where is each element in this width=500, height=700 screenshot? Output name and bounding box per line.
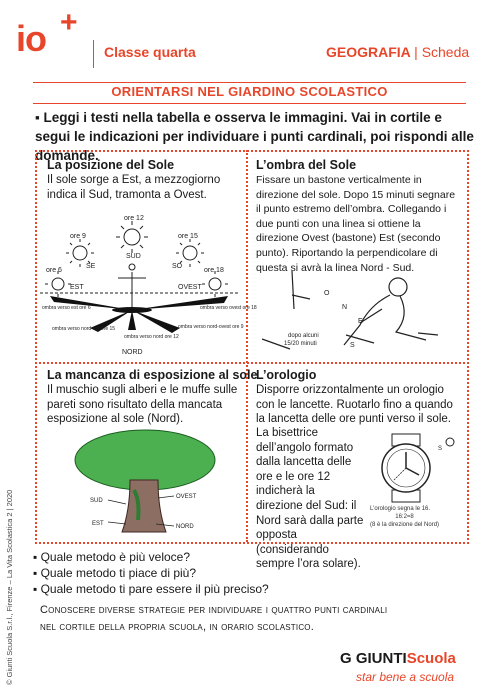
ombra-text: Fissare un bastone verticalmente in direzione del sole. Dopo 15 minuti segnare il punto estremo dell’ombra. Collegando i due punti con una linea si ottiene la direzione Ovest (bastone) Est (secondo punto). Riportando la perpendicolare di questa si avrà la linea Nord - Sud. (256, 174, 456, 274)
label-shadow-15: ombra verso nord-est ore 15 (52, 326, 116, 332)
label-n: N (342, 304, 348, 311)
orologio-text-1: Disporre orizzontalmente un orologio con le lancette. Ruotarlo fino a quando la lancetta delle ore punti verso il sole. (256, 384, 453, 426)
g-logo-icon: G (340, 650, 352, 667)
label-ore6: ore 6 (46, 267, 62, 274)
label-shadow-9: ombra verso nord-ovest ore 9 (178, 324, 244, 330)
label-se: SE (86, 263, 96, 270)
label-shadow-12: ombra verso nord ore 12 (124, 334, 179, 340)
label-s: S (438, 446, 443, 452)
sole-text: Il sole sorge a Est, a mezzogiorno indica il Sud, tramonta a Ovest. (47, 174, 221, 201)
subject-label: GEOGRAFIA | Scheda (326, 44, 470, 60)
slogan: star bene a scuola (356, 670, 455, 684)
label-est: EST (92, 521, 104, 527)
label-minuti: 15/20 minuti (284, 341, 317, 347)
label-sud: SUD (90, 498, 103, 504)
sole-title: La posizione del Sole (47, 158, 175, 172)
muschio-text: Il muschio sugli alberi e le muffe sulle pareti sono risultato della mancata esposizione al sole (Nord). (47, 384, 238, 426)
label-dopo: dopo alcuni (288, 333, 319, 339)
question-3: ▪ Quale metodo ti pare essere il più preciso? (33, 582, 269, 596)
watch-caption: L’orologio segna le 16. 16:2=8 (8 è la direzione del Nord) (370, 506, 440, 528)
io-logo: io (16, 18, 46, 59)
label-ovest: OVEST (178, 284, 202, 291)
logo-plus-icon: + (60, 6, 78, 39)
question-2: ▪ Quale metodo ti piace di più? (33, 566, 197, 580)
label-ore18: ore 18 (204, 267, 224, 274)
label-so: SO (172, 263, 183, 270)
page-title: ORIENTARSI NEL GIARDINO SCOLASTICO (111, 84, 388, 99)
sun-icon (116, 221, 148, 253)
orologio-title: L’orologio (256, 368, 317, 382)
label-shadow-18: ombra verso ovest ore 18 (200, 305, 257, 311)
label-shadow-6: ombra verso est ore 6 (42, 305, 91, 311)
header-divider (93, 40, 94, 68)
muschio-title: La mancanza di esposizione al sole (47, 368, 258, 382)
label-ore15: ore 15 (178, 233, 198, 240)
label-nord: NORD (122, 349, 143, 356)
conclusion: Conoscere diverse strategie per individuare i quattro punti cardinali nel cortile della propria scuola, in orario scolastico. (40, 604, 388, 633)
label-ovest: OVEST (176, 494, 197, 500)
ombra-title: L’ombra del Sole (256, 158, 357, 172)
label-s: S (350, 342, 355, 349)
table-col-divider (246, 150, 248, 542)
sun-path-illustration (40, 210, 257, 360)
label-sud: SUD (126, 253, 141, 260)
label-e: E (358, 318, 363, 325)
label-est: EST (70, 284, 84, 291)
orologio-text-2: La bisettrice dell’angolo formato dalla lancetta delle ore e le ore 12 indicherà la direzione del Sud: il Nord sarà dalla parte opposta (considerando sempre l’ora solare). (256, 427, 364, 571)
question-1: ▪ Quale metodo è più veloce? (33, 550, 191, 564)
label-ore12: ore 12 (124, 215, 144, 222)
table-row-divider (35, 362, 465, 364)
grade-label: Classe quarta (104, 44, 196, 60)
label-ore9: ore 9 (70, 233, 86, 240)
giunti-logo: G GIUNTIScuola (340, 650, 456, 667)
copyright-credit: © Giunti Scuola S.r.l., Firenze – La Vita Scolastica 2 | 2020 (5, 489, 14, 685)
label-nord: NORD (176, 524, 194, 530)
shadow-stick-illustration (250, 265, 462, 360)
watch-illustration (364, 432, 464, 504)
label-o: O (324, 290, 330, 297)
instructions: ▪ Leggi i testi nella tabella e osserva le immagini. Vai in cortile e segui le indicazioni per individuare i punti cardinali, poi rispondi alle domande. (35, 110, 474, 163)
tree-moss-illustration (50, 430, 240, 538)
